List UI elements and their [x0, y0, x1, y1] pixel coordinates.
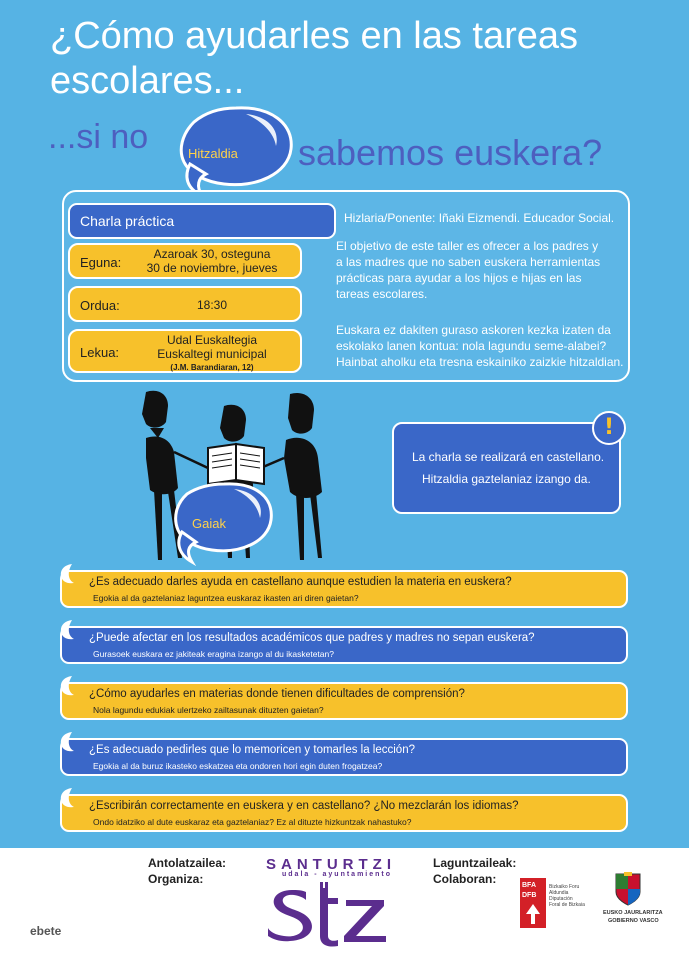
question-eu: Ondo idatziko al dute euskaraz eta gaztelaniaz? Ez al dituzte hizkuntzak nahastuko?: [93, 817, 412, 827]
question-item: [60, 682, 628, 720]
hizlaria-text: Hizlaria/Ponente: Iñaki Eizmendi. Educador Social.: [344, 211, 615, 225]
subtitle-sabemos-euskera: sabemos euskera?: [298, 132, 603, 173]
lekua-line3: (J.M. Barandiaran, 12): [170, 363, 254, 372]
language-notice: [392, 422, 621, 514]
question-item: [60, 626, 628, 664]
bfa-side-line: Foral de Bizkaia: [549, 902, 585, 908]
description-eu-line: Euskara ez dakiten guraso askoren kezka izaten da: [336, 323, 611, 337]
ordua-value: 18:30: [196, 298, 228, 312]
charla-practica-label: Charla práctica: [68, 203, 336, 239]
antolatzailea-label: Antolatzailea:: [148, 856, 227, 870]
description-eu: [336, 322, 624, 370]
question-es: ¿Es adecuado pedirles que lo memoricen y tomarles la lección?: [89, 744, 415, 756]
lekua-value: [132, 333, 292, 375]
eguna-label: Eguna:: [80, 255, 122, 270]
organiza-label: Organiza:: [148, 872, 204, 886]
ordua-label: Ordua:: [80, 298, 120, 313]
bfa-logo: [520, 878, 546, 928]
lekua-label: Lekua:: [80, 345, 120, 360]
lekua-line2: Euskaltegi municipal: [157, 347, 267, 361]
laguntzaileak-label: Laguntzaileak:: [433, 856, 517, 870]
quote-hook-icon: [58, 786, 82, 812]
eguna-value: [132, 247, 292, 275]
exclamation-icon: !: [592, 411, 626, 445]
description-es-line: a las madres que no saben euskera herramientas: [336, 255, 601, 269]
colaboran-label: Colaboran:: [433, 872, 497, 886]
quote-hook-icon: [58, 730, 82, 756]
bfa-tree-icon: [525, 904, 541, 924]
question-es: ¿Escribirán correctamente en euskera y en castellano? ¿No mezclarán los idiomas?: [89, 800, 519, 812]
description-es: [336, 238, 600, 302]
question-es: ¿Es adecuado darles ayuda en castellano aunque estudien la materia en euskera?: [89, 576, 512, 588]
bfa-side-text: [549, 884, 585, 908]
description-es-line: tareas escolares.: [336, 287, 428, 301]
description-eu-line: Hainbat aholku eta tresna eskainiko zaizkie hitzaldian.: [336, 355, 624, 369]
eguna-line2: 30 de noviembre, jueves: [146, 261, 278, 275]
question-es: ¿Cómo ayudarles en materias donde tienen dificultades de comprensión?: [89, 688, 465, 700]
subtitle-si-no: ...si no: [48, 118, 149, 156]
question-item: [60, 570, 628, 608]
question-eu: Gurasoek euskara ez jakiteak eragina izango al du ikasketetan?: [93, 649, 334, 659]
bfa-logo-text: BFA: [522, 882, 536, 889]
description-eu-line: eskolako lanen kontua: nola lagundu seme-alabei?: [336, 339, 607, 353]
santurtzi-logo-subtext: udala - ayuntamiento: [282, 871, 393, 878]
question-eu: Egokia al da buruz ikasteko eskatzea eta ondoren hori egin duten frogatzea?: [93, 761, 383, 771]
description-es-line: El objetivo de este taller es ofrecer a los padres y: [336, 239, 599, 253]
eguna-pill: [68, 243, 302, 279]
bfa-side-line: Bizkaiko Foru: [549, 884, 580, 890]
gobierno-vasco-text: GOBIERNO VASCO: [608, 918, 659, 924]
santurtzi-stz-logo-icon: [262, 878, 392, 948]
page-title: ¿Cómo ayudarles en las tareas escolares...: [50, 15, 579, 102]
eusko-jaurlaritza-text: EUSKO JAURLARITZA: [603, 910, 663, 916]
bfa-side-line: Aldundia: [549, 890, 569, 896]
eguna-line1: Azaroak 30, osteguna: [153, 247, 271, 261]
description-es-line: prácticas para ayudar a los hijos e hijas en las: [336, 271, 582, 285]
bfa-side-line: Diputación: [549, 896, 573, 902]
quote-hook-icon: [58, 618, 82, 644]
eusko-jaurlaritza-shield-icon: [614, 872, 642, 906]
dfb-logo-text: DFB: [522, 892, 537, 899]
lekua-line1: Udal Euskaltegia: [166, 333, 258, 347]
question-item: [60, 738, 628, 776]
gaiak-label: Gaiak: [192, 516, 226, 531]
hitzaldia-label: Hitzaldia: [188, 146, 238, 161]
santurtzi-logo-text: SANTURTZI: [266, 856, 396, 873]
lekua-pill: [68, 329, 302, 373]
question-eu: Egokia al da gaztelaniaz laguntzea euskaraz ikasten ari diren gaietan?: [93, 593, 359, 603]
question-eu: Nola lagundu edukiak ulertzeko zailtasunak dituzten gaietan?: [93, 705, 324, 715]
ordua-pill: [68, 286, 302, 322]
notice-es: La charla se realizará en castellano.: [412, 450, 605, 464]
question-es: ¿Puede afectar en los resultados académicos que padres y madres no sepan euskera?: [89, 632, 535, 644]
question-item: [60, 794, 628, 832]
quote-hook-icon: [58, 562, 82, 588]
notice-eu: Hitzaldia gaztelaniaz izango da.: [422, 472, 591, 486]
quote-hook-icon: [58, 674, 82, 700]
ebete-logo-text: ebete: [30, 924, 62, 938]
